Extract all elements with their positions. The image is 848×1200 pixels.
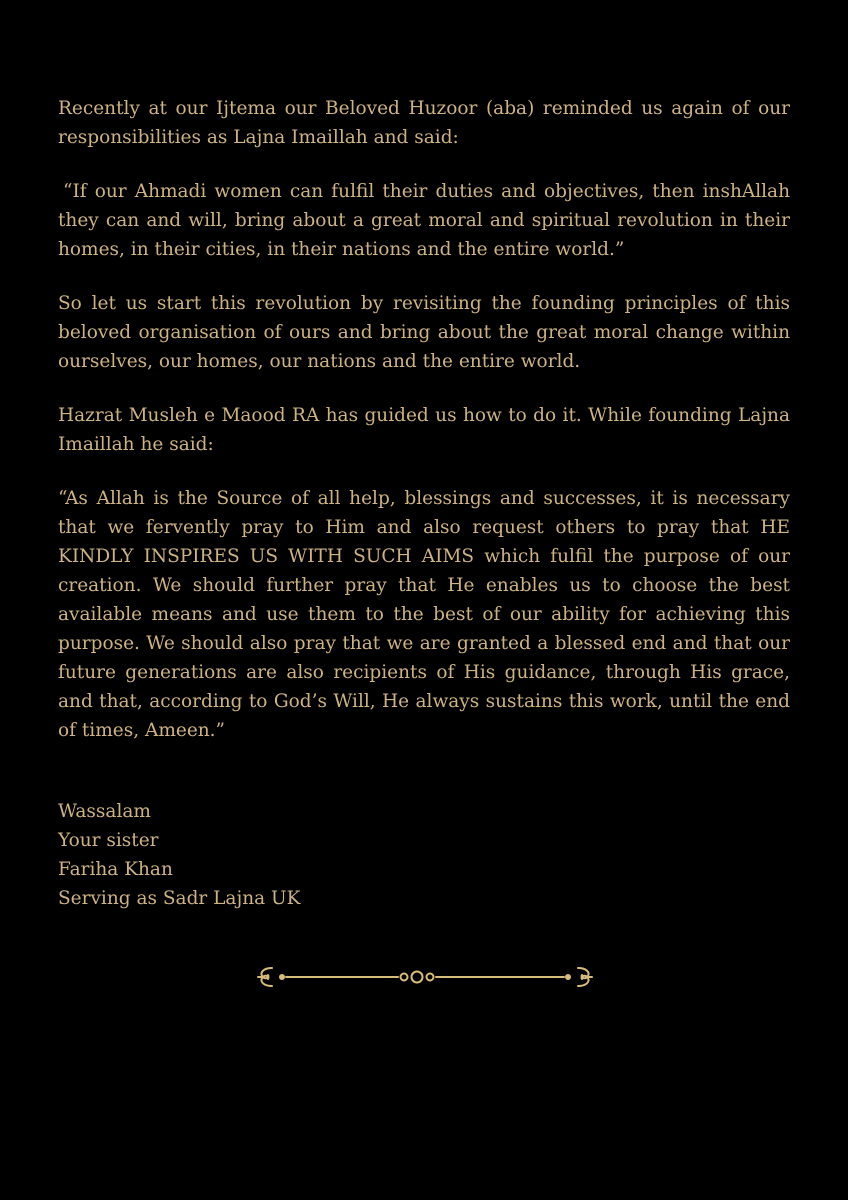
intro-paragraph: Recently at our Ijtema our Beloved Huzoor (aba) reminded us again of our responsibilities as Lajna Imaillah and said: (58, 98, 790, 148)
signatory-name: Fariha Khan (58, 859, 173, 880)
relation-line: Your sister (58, 830, 159, 851)
signatory-role: Serving as Sadr Lajna UK (58, 888, 301, 909)
signoff-block (58, 797, 790, 913)
huzoor-quote-paragraph: “If our Ahmadi women can fulfil their duties and objectives, then inshAllah they can and will, bring about a great moral and spiritual revolution in their homes, in their cities, in their nations and the entire world.” (58, 181, 790, 260)
closing-line: Wassalam (58, 801, 151, 822)
decorative-divider-icon (252, 962, 598, 992)
musleh-maood-intro-paragraph: Hazrat Musleh e Maood RA has guided us how to do it. While founding Lajna Imaillah he said: (58, 405, 790, 455)
letter-body (58, 94, 790, 913)
revolution-paragraph: So let us start this revolution by revisiting the founding principles of this beloved organisation of ours and bring about the great moral change within ourselves, our homes, our nations and the entire world. (58, 293, 790, 372)
musleh-maood-quote-paragraph: “As Allah is the Source of all help, blessings and successes, it is necessary that we fervently pray to Him and also request others to pray that HE KINDLY INSPIRES US WITH SUCH AIMS which fulfil the purpose of our creation. We should further pray that He enables us to choose the best available means and use them to the best of our ability for achieving this purpose. We should also pray that we are granted a blessed end and that our future generations are also recipients of His guidance, through His grace, and that, according to God’s Will, He always sustains this work, until the end of times, Ameen.” (58, 488, 790, 741)
